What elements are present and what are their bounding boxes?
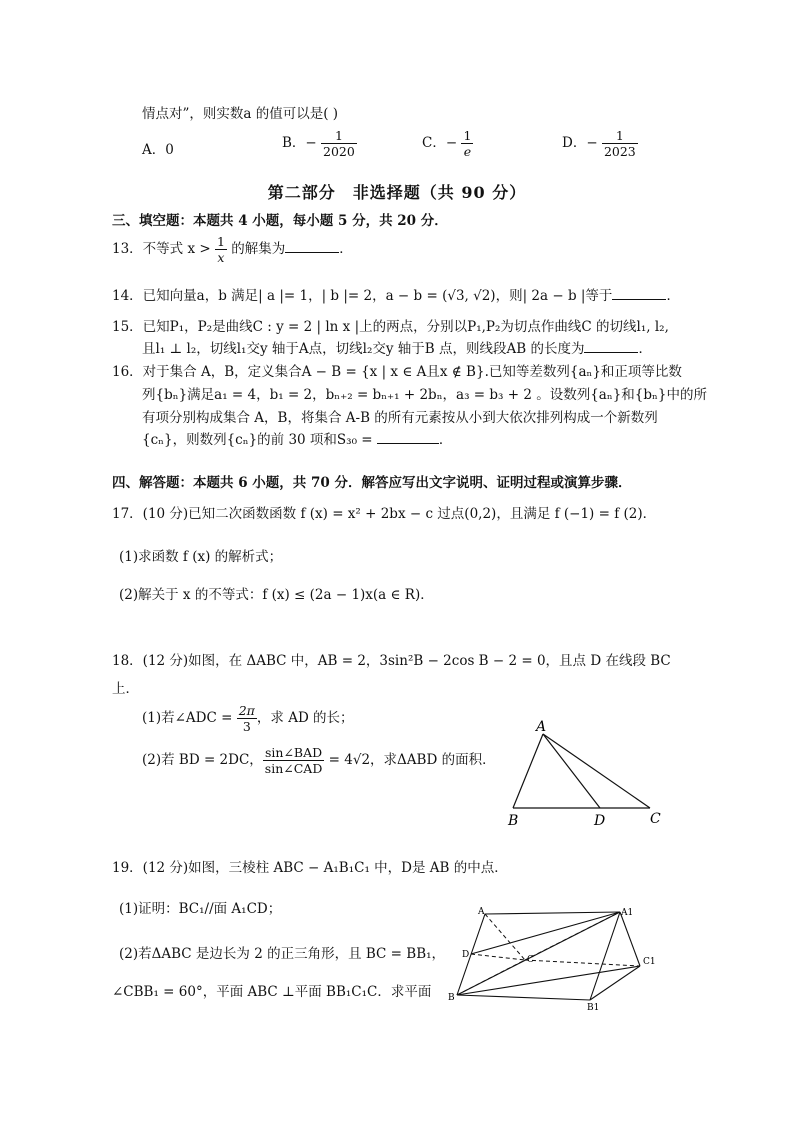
edge-c-c1-hidden (525, 960, 640, 966)
denominator: 2020 (323, 144, 355, 159)
question-18-part1 (142, 703, 354, 734)
label-prism-c1: C1 (643, 957, 656, 967)
fraction (602, 128, 638, 159)
label-a: A (536, 719, 547, 735)
prism-figure (445, 900, 665, 1012)
q13-end: ． (339, 241, 353, 257)
numerator: 1 (463, 128, 472, 143)
edge-c1-b1 (590, 966, 640, 1000)
label-prism-b: B (448, 993, 455, 1003)
denominator: x (215, 249, 227, 265)
section3-header: 三、填空题：本题共 4 小题，每小题 5 分，共 20 分． (112, 213, 448, 229)
question-14 (112, 287, 680, 305)
label-d: D (594, 813, 606, 829)
option-label: A．0 (142, 142, 174, 158)
question-18-part2 (142, 745, 496, 776)
q12-option-b[interactable] (282, 128, 357, 159)
question-17: 17．(10 分)已知二次函数函数 f (x) = x² + 2bx − c 过点(0,2)，且满足 f (−1) = f (2)． (112, 506, 657, 522)
label-b: B (508, 813, 519, 829)
fraction (321, 128, 357, 159)
answer-blank[interactable] (612, 287, 666, 300)
option-label: C．− (422, 135, 458, 151)
question-17-part1: (1)求函数 f (x) 的解析式； (119, 549, 283, 565)
question-19: 19．(12 分)如图，三棱柱 ABC − A₁B₁C₁ 中，D是 AB 的中点． (112, 860, 508, 876)
triangle-figure (500, 712, 675, 832)
edge-a-a1 (485, 912, 620, 914)
q12-stem: 情点对”，则实数a 的值可以是( ) (142, 106, 339, 122)
question-18: 18．(12 分)如图，在 ΔABC 中，AB = 2，3sin²B − 2cos B − 2 = 0，且点 D 在线段 BC (112, 653, 671, 669)
q13-text-2: 的解集为 (226, 241, 286, 257)
fraction (461, 128, 473, 159)
option-label: B．− (282, 135, 317, 151)
edge-b-b1 (457, 995, 590, 1000)
edge-ac (543, 734, 650, 808)
label-prism-a1: A1 (621, 908, 634, 918)
q12-option-c[interactable] (422, 128, 473, 159)
question-16-line3: 有项分别构成集合 A，B，将集合 A-B 的所有元素按从小到大依次排列构成一个新数列 (142, 410, 658, 426)
question-15-line1: 15．已知P₁，P₂是曲线C : y = 2 | ln x |上的两点，分别以P₁,P₂为切点作曲线C 的切线l₁, l₂, (112, 319, 669, 335)
q15-text: 且l₁ ⊥ l₂，切线l₁交y 轴于A点，切线l₂交y 轴于B 点，则线段AB 的长度为 (142, 341, 585, 357)
denominator: e (461, 143, 473, 159)
edge-d-c-hidden (471, 954, 525, 960)
denominator: 2023 (603, 144, 636, 159)
question-16-line1: 16．对于集合 A，B，定义集合A − B = {x | x ∈ A且x ∉ B}.已知等差数列{aₙ}和正项等比数 (112, 364, 682, 380)
denominator: 3 (237, 718, 257, 734)
q16-end: ． (438, 432, 453, 448)
q12-option-d[interactable] (562, 128, 638, 159)
section4-header: 四、解答题：本题共 6 小题，共 70 分．解答应写出文字说明、证明过程或演算步骤． (112, 475, 632, 491)
numerator: 1 (216, 234, 225, 249)
question-19-part2: (2)若ΔABC 是边长为 2 的正三角形，且 BC = BB₁， (119, 946, 446, 962)
edge-d-a1 (471, 912, 620, 954)
q18-2-text-2: = 4√2，求ΔABD 的面积． (324, 752, 496, 768)
question-19-part1: (1)证明：BC₁//面 A₁CD； (119, 901, 282, 917)
numerator: 1 (334, 128, 343, 143)
numerator: sin∠BAD (264, 745, 323, 760)
label-prism-d: D (462, 950, 470, 960)
option-label: D．− (562, 135, 598, 151)
question-16-line4 (142, 431, 452, 449)
part2-title: 第二部分 非选择题（共 90 分） (267, 183, 527, 202)
edge-a-c-hidden (485, 914, 525, 960)
numerator: 2π (238, 703, 255, 718)
q14-text: 14．已知向量a，b 满足| a |= 1，| b |= 2，a − b = (√3, √2)，则| 2a − b |等于 (112, 288, 613, 304)
numerator: 1 (615, 128, 624, 143)
fraction (263, 745, 325, 776)
q18-1-text-2: ，求 AD 的长； (256, 710, 354, 726)
answer-blank[interactable] (285, 240, 339, 253)
edge-ad (543, 734, 600, 808)
q14-end: ． (666, 288, 680, 304)
question-13 (112, 234, 353, 265)
answer-blank[interactable] (377, 431, 439, 444)
question-16-line2: 列{bₙ}满足a₁ = 4，b₁ = 2，bₙ₊₂ = bₙ₊₁ + 2bₙ，a₃ = b₃ + 2 。设数列{aₙ}和{bₙ}中的所 (142, 387, 707, 403)
label-c: C (650, 811, 661, 827)
label-prism-b1: B1 (587, 1003, 600, 1012)
q16-text: {cₙ}，则数列{cₙ}的前 30 项和S₃₀ = (142, 432, 377, 448)
q18-1-text: (1)若∠ADC = (142, 710, 237, 726)
label-prism-c: C (527, 955, 534, 965)
fraction (237, 703, 257, 734)
fraction (215, 234, 227, 265)
q15-end: ． (638, 341, 652, 357)
denominator: sin∠CAD (264, 761, 323, 776)
question-18-cont: 上． (112, 681, 139, 697)
question-15-line2 (142, 340, 652, 358)
edge-ab (513, 734, 543, 808)
question-19-part2-cont: ∠CBB₁ = 60°，平面 ABC ⊥平面 BB₁C₁C．求平面 (112, 984, 432, 1000)
q13-text: 13．不等式 x > (112, 241, 215, 257)
edge-a1-c1 (620, 912, 640, 966)
answer-blank[interactable] (584, 340, 638, 353)
q12-option-a[interactable] (142, 141, 174, 159)
q18-2-text: (2)若 BD = 2DC， (142, 752, 263, 768)
label-prism-a: A (478, 907, 485, 917)
question-17-part2: (2)解关于 x 的不等式：f (x) ≤ (2a − 1)x(a ∈ R)． (119, 587, 434, 603)
